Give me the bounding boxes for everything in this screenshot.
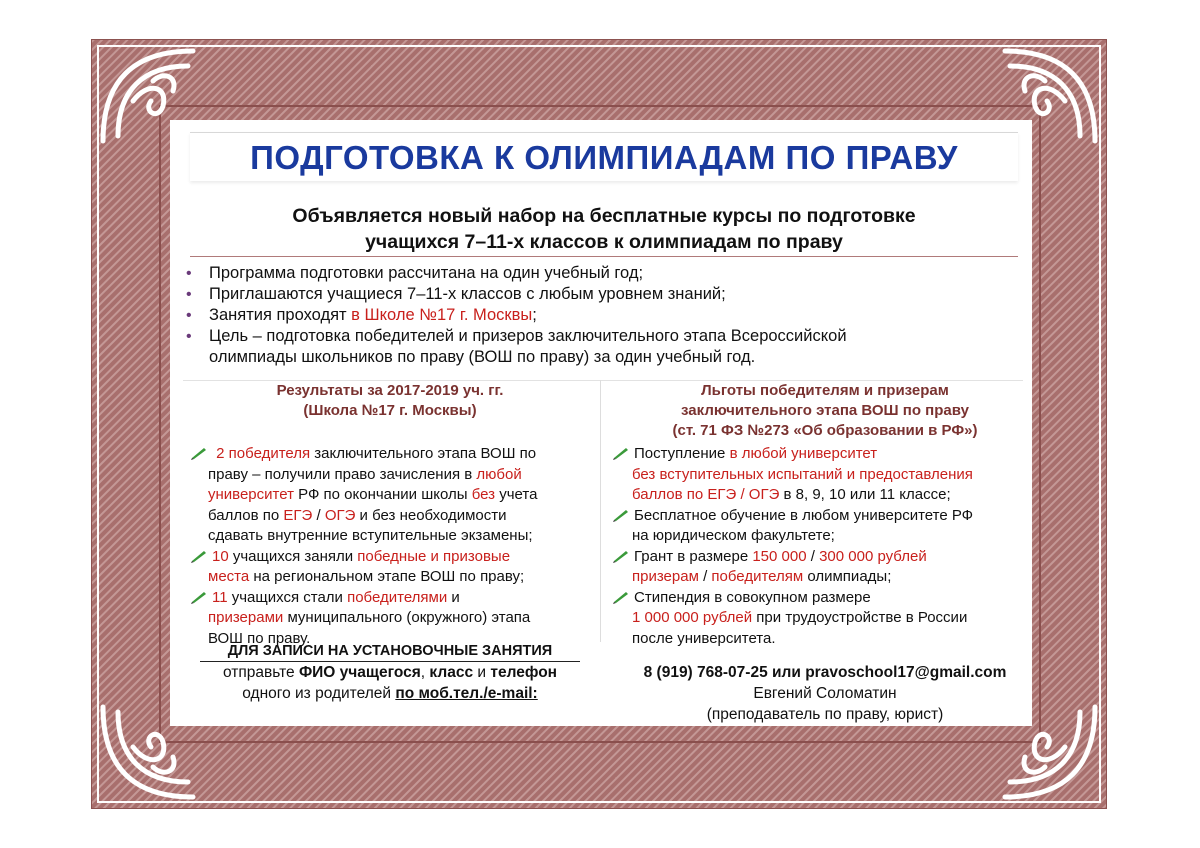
benefits-list bbox=[612, 444, 1032, 649]
signup-instructions: отправьте ФИО учащегося, класс и телефон одного из родителей по моб.тел./e-mail: bbox=[222, 664, 558, 702]
divider bbox=[190, 256, 1018, 257]
list-item: 2 победителя заключительного этапа ВОШ по праву – получили право зачисления в любой университет РФ по окончании школы без учета баллов по ЕГЭ / ОГЭ и без необходимости сдавать внутренние вступительные экзамены; bbox=[190, 444, 595, 547]
announcement-subtitle bbox=[190, 203, 1018, 255]
bullet-icon: • bbox=[186, 328, 192, 345]
pencil-icon bbox=[612, 446, 630, 460]
list-item: • Занятия проходят в Школе №17 г. Москвы; bbox=[186, 306, 537, 324]
list-item: • Приглашаются учащиеся 7–11-х классов с любым уровнем знаний; bbox=[186, 285, 726, 303]
pencil-icon bbox=[612, 590, 630, 604]
pencil-icon bbox=[190, 446, 208, 460]
program-bullets bbox=[183, 263, 1003, 368]
contact-name: Евгений Соломатин bbox=[753, 685, 897, 702]
results-heading: Результаты за 2017-2019 уч. гг. (Школа №17 г. Москвы) bbox=[276, 382, 504, 419]
title-banner bbox=[190, 132, 1018, 181]
subtitle-line-1: Объявляется новый набор на бесплатные курсы по подготовке bbox=[292, 205, 916, 227]
bullet-icon: • bbox=[186, 307, 192, 324]
list-item: Грант в размере 150 000 / 300 000 рублей призерам / победителям олимпиады; bbox=[612, 547, 1032, 588]
signup-heading: ДЛЯ ЗАПИСИ НА УСТАНОВОЧНЫЕ ЗАНЯТИЯ bbox=[227, 643, 553, 659]
column-divider bbox=[600, 380, 601, 642]
bullet-icon: • bbox=[186, 286, 192, 303]
page-title: ПОДГОТОВКА К ОЛИМПИАДАМ ПО ПРАВУ bbox=[250, 139, 958, 176]
pencil-icon bbox=[612, 508, 630, 522]
list-item: Стипендия в совокупном размере 1 000 000 рублей при трудоустройстве в России после университета. bbox=[612, 588, 1032, 650]
list-item: Бесплатное обучение в любом университете РФ на юридическом факультете; bbox=[612, 506, 1032, 547]
benefits-heading: Льготы победителям и призерам заключительного этапа ВОШ по праву (ст. 71 ФЗ №273 «Об образовании в РФ») bbox=[672, 382, 978, 439]
contact-phone-email[interactable]: 8 (919) 768-07-25 или pravoschool17@gmail.com bbox=[643, 664, 1007, 681]
list-item: • Цель – подготовка победителей и призеров заключительного этапа Всероссийской олимпиады школьников по праву (ВОШ по праву) за один учебный год. bbox=[186, 327, 847, 366]
contact-role: (преподаватель по праву, юрист) bbox=[706, 706, 944, 723]
results-list bbox=[190, 444, 595, 649]
bullet-icon: • bbox=[186, 265, 192, 282]
list-item: 11 учащихся стали победителями и призерами муниципального (окружного) этапа ВОШ по праву. bbox=[190, 588, 595, 650]
pencil-icon bbox=[612, 549, 630, 563]
pencil-icon bbox=[190, 549, 208, 563]
pencil-icon bbox=[190, 590, 208, 604]
list-item: • Программа подготовки рассчитана на один учебный год; bbox=[186, 264, 644, 282]
contact-info bbox=[615, 662, 1035, 725]
subtitle-line-2: учащихся 7–11-х классов к олимпиадам по праву bbox=[365, 231, 843, 253]
list-item: Поступление в любой университет без вступительных испытаний и предоставления баллов по ЕГЭ / ОГЭ в 8, 9, 10 или 11 классе; bbox=[612, 444, 1032, 506]
list-item: 10 учащихся заняли победные и призовые места на региональном этапе ВОШ по праву; bbox=[190, 547, 595, 588]
